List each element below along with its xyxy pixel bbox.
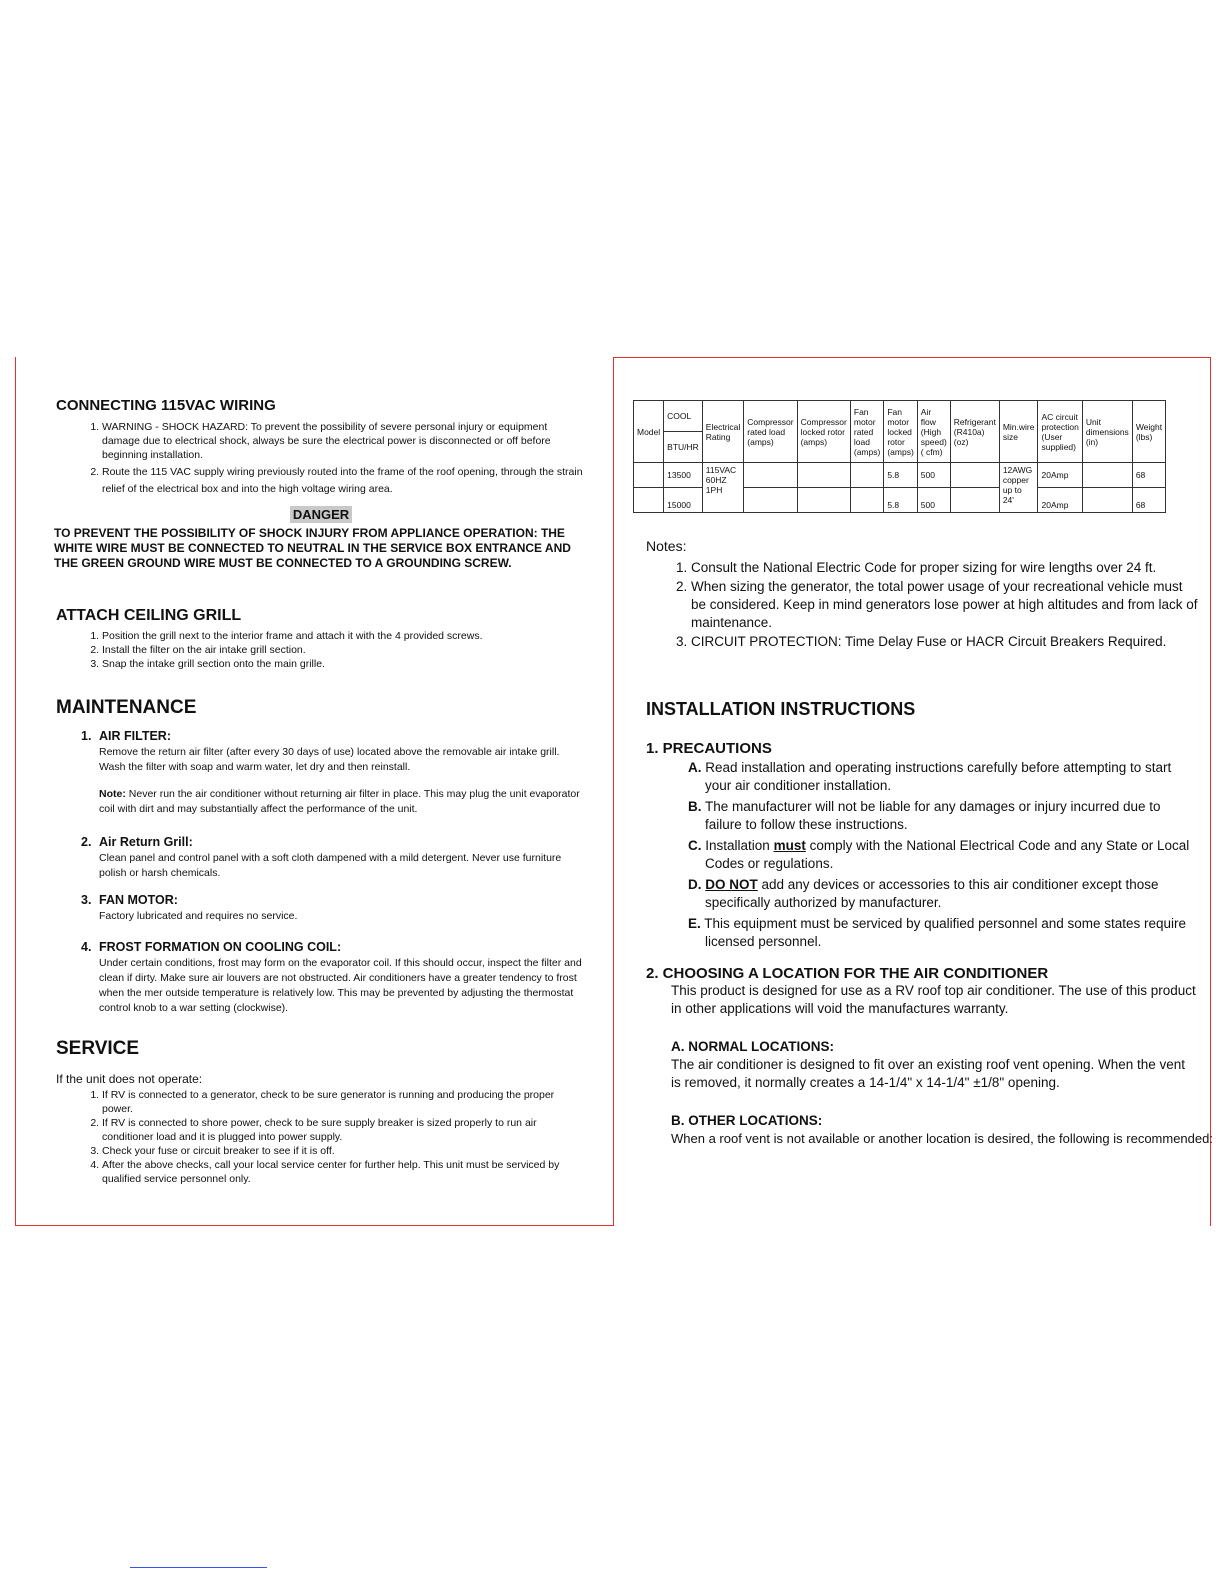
table-header: Compressor rated load (amps) bbox=[744, 401, 797, 463]
list-item: 3. Check your fuse or circuit breaker to see if it is off. bbox=[102, 1144, 586, 1158]
list-item: 2. Route the 115 VAC supply wiring previously routed into the frame of the roof opening, through the strain relief of the electrical box and into the high voltage wiring area. bbox=[102, 464, 586, 498]
item-body: Clean panel and control panel with a soft cloth dampened with a mild detergent. Never use furniture polish or harsh chemicals. bbox=[99, 852, 562, 879]
item-body: Remove the return air filter (after every 30 days of use) located above the removable air intake grill. Wash the filter with soap and warm water, let dry and then reinstall. bbox=[99, 746, 560, 773]
table-cell: 500 bbox=[917, 488, 950, 513]
table-header: Fan motor rated load (amps) bbox=[850, 401, 883, 463]
list-item: D. DO NOT add any devices or accessories to this air conditioner except those specifically authorized by manufacturer. bbox=[688, 877, 1159, 910]
table-cell: 5.8 bbox=[884, 488, 917, 513]
table-header: BTU/HR bbox=[664, 432, 703, 463]
item-body: Under certain conditions, frost may form on the evaporator coil. If this should occur, inspect the filter and clean if dirty. Make sure air louvers are not obstructed. Air conditioners have a greater tendency to frost when the mer outside temperature is relatively low. This may be prevented by adjusting the thermostat control knob to a war setting (clockwise). bbox=[99, 957, 582, 1014]
item-title: AIR FILTER: bbox=[99, 729, 171, 743]
normal-locations-title: A. NORMAL LOCATIONS: bbox=[671, 1039, 834, 1054]
table-cell: 68 bbox=[1132, 463, 1165, 488]
table-cell: 20Amp bbox=[1038, 488, 1082, 513]
table-header: Min.wire size bbox=[999, 401, 1038, 463]
right-page bbox=[613, 357, 1211, 1226]
table-header: Weight (lbs) bbox=[1132, 401, 1165, 463]
notes-list bbox=[633, 559, 1198, 651]
table-header: Fan motor locked rotor (amps) bbox=[884, 401, 917, 463]
list-item: B. The manufacturer will not be liable for any damages or injury incurred due to failure to follow these instructions. bbox=[688, 799, 1161, 832]
list-item: 2. Install the filter on the air intake grill section. bbox=[102, 643, 586, 657]
item-title: FROST FORMATION ON COOLING COIL: bbox=[99, 940, 342, 954]
table-cell: 12AWG copper up to 24' bbox=[999, 463, 1038, 513]
list-item: 1. Position the grill next to the interior frame and attach it with the 4 provided screws. bbox=[102, 629, 586, 643]
location-text: This product is designed for use as a RV roof top air conditioner. The use of this product in other applications will void the manufactures warranty. bbox=[671, 983, 1196, 1016]
list-item: A. Read installation and operating instructions carefully before attempting to start your air conditioner installation. bbox=[688, 760, 1172, 793]
table-header: AC circuit protection (User supplied) bbox=[1038, 401, 1082, 463]
table-header: Compressor locked rotor (amps) bbox=[797, 401, 850, 463]
item-title: FAN MOTOR: bbox=[99, 893, 178, 907]
maintenance-title: MAINTENANCE bbox=[56, 697, 197, 718]
table-cell: 68 bbox=[1132, 488, 1165, 513]
wiring-title: CONNECTING 115VAC WIRING bbox=[56, 397, 276, 414]
service-list bbox=[56, 1088, 586, 1186]
location-title: 2. CHOOSING A LOCATION FOR THE AIR CONDITIONER bbox=[646, 965, 1049, 982]
table-header: Refrigerant (R410a) (oz) bbox=[950, 401, 999, 463]
install-title: INSTALLATION INSTRUCTIONS bbox=[646, 699, 916, 719]
table-cell: 13500 bbox=[664, 463, 703, 488]
left-page bbox=[15, 357, 614, 1226]
list-item: 3. Snap the intake grill section onto the main grille. bbox=[102, 657, 586, 671]
table-cell: 500 bbox=[917, 463, 950, 488]
table-header: Air flow (High speed) ( cfm) bbox=[917, 401, 950, 463]
table-row bbox=[634, 463, 1166, 488]
danger-text: TO PREVENT THE POSSIBILITY OF SHOCK INJURY FROM APPLIANCE OPERATION: THE WHITE WIRE MUST BE CONNECTED TO NEUTRAL IN THE SERVICE BOX ENTRANCE AND THE GREEN GROUND WIRE MUST BE CONNECTED TO A GROUNDING SCREW. bbox=[54, 526, 571, 570]
table-header: Unit dimensions (in) bbox=[1082, 401, 1132, 463]
spec-table bbox=[633, 400, 1166, 513]
list-item: 1. If RV is connected to a generator, check to be sure generator is running and producing the proper power. bbox=[102, 1088, 586, 1116]
wiring-list bbox=[56, 420, 586, 498]
bottom-link-underline bbox=[130, 1567, 267, 1568]
other-locations-title: B. OTHER LOCATIONS: bbox=[671, 1113, 823, 1128]
table-header: Electrical Rating bbox=[702, 401, 743, 463]
notes-title: Notes: bbox=[646, 538, 687, 554]
list-item: C. Installation must comply with the National Electrical Code and any State or Local Codes or regulations. bbox=[688, 838, 1190, 871]
maintenance-item: 3. FAN MOTOR: Factory lubricated and requires no service. bbox=[81, 893, 586, 924]
table-cell: 5.8 bbox=[884, 463, 917, 488]
list-item: 3. CIRCUIT PROTECTION: Time Delay Fuse or HACR Circuit Breakers Required. bbox=[691, 633, 1198, 651]
maintenance-item: 2. Air Return Grill: Clean panel and control panel with a soft cloth dampened with a mild detergent. Never use furniture polish or harsh chemicals. bbox=[81, 835, 586, 881]
list-item: 2. If RV is connected to shore power, check to be sure supply breaker is sized properly to run air conditioner load and it is plugged into power supply. bbox=[102, 1116, 586, 1144]
table-header: COOL bbox=[664, 401, 703, 432]
item-note: Note: Never run the air conditioner without returning air filter in place. This may plug the unit evaporator coil with dirt and may substantially affect the performance of the unit. bbox=[99, 788, 580, 815]
list-item: E. This equipment must be serviced by qualified personnel and some states require licensed personnel. bbox=[688, 916, 1187, 949]
service-title: SERVICE bbox=[56, 1038, 140, 1059]
table-cell: 20Amp bbox=[1038, 463, 1082, 488]
grill-list bbox=[56, 629, 586, 671]
list-item: 2. When sizing the generator, the total power usage of your recreational vehicle must be considered. Keep in mind generators lose power at high altitudes and from lack of maintenance. bbox=[691, 578, 1198, 632]
service-intro: If the unit does not operate: bbox=[56, 1072, 203, 1086]
item-title: Air Return Grill: bbox=[99, 835, 193, 849]
precautions-title: 1. PRECAUTIONS bbox=[646, 740, 772, 757]
item-body: Factory lubricated and requires no service. bbox=[99, 910, 298, 922]
maintenance-item: 4. FROST FORMATION ON COOLING COIL: Under certain conditions, frost may form on the evaporator coil. If this should occur, inspect the filter and clean if dirty. Make sure air louvers are not obstructed. Air conditioners have a greater tendency to frost when the mer outside temperature is relatively low. This may be prevented by adjusting the thermostat control knob to a war setting (clockwise). bbox=[81, 940, 586, 1016]
normal-locations-text: The air conditioner is designed to fit over an existing roof vent opening. When the vent is removed, it normally creates a 14-1/4" x 14-1/4" ±1/8" opening. bbox=[671, 1057, 1186, 1090]
other-locations-text: When a roof vent is not available or another location is desired, the following is recommended: bbox=[671, 1131, 1213, 1146]
list-item: 1. Consult the National Electric Code for proper sizing for wire lengths over 24 ft. bbox=[691, 559, 1198, 577]
list-item: 1. WARNING - SHOCK HAZARD: To prevent the possibility of severe personal injury or equipment damage due to electrical shock, always be sure the electrical power is disconnected or off before beginning installation. bbox=[102, 420, 586, 462]
maintenance-item: 1. AIR FILTER: Remove the return air filter (after every 30 days of use) located above the removable air intake grill. Wash the filter with soap and warm water, let dry and then reinstall. Note: Never run the air conditioner without returning air filter in place. This may plug the unit evaporator coil with dirt and may substantially affect the performance of the unit. bbox=[81, 729, 586, 817]
table-header: Model bbox=[634, 401, 664, 463]
list-item: 4. After the above checks, call your local service center for further help. This unit must be serviced by qualified service personnel only. bbox=[102, 1158, 586, 1186]
table-cell: 15000 bbox=[664, 488, 703, 513]
table-cell: 115VAC 60HZ 1PH bbox=[702, 463, 743, 513]
precautions-list bbox=[688, 759, 1198, 951]
danger-label: DANGER bbox=[290, 506, 352, 523]
grill-title: ATTACH CEILING GRILL bbox=[56, 607, 242, 624]
